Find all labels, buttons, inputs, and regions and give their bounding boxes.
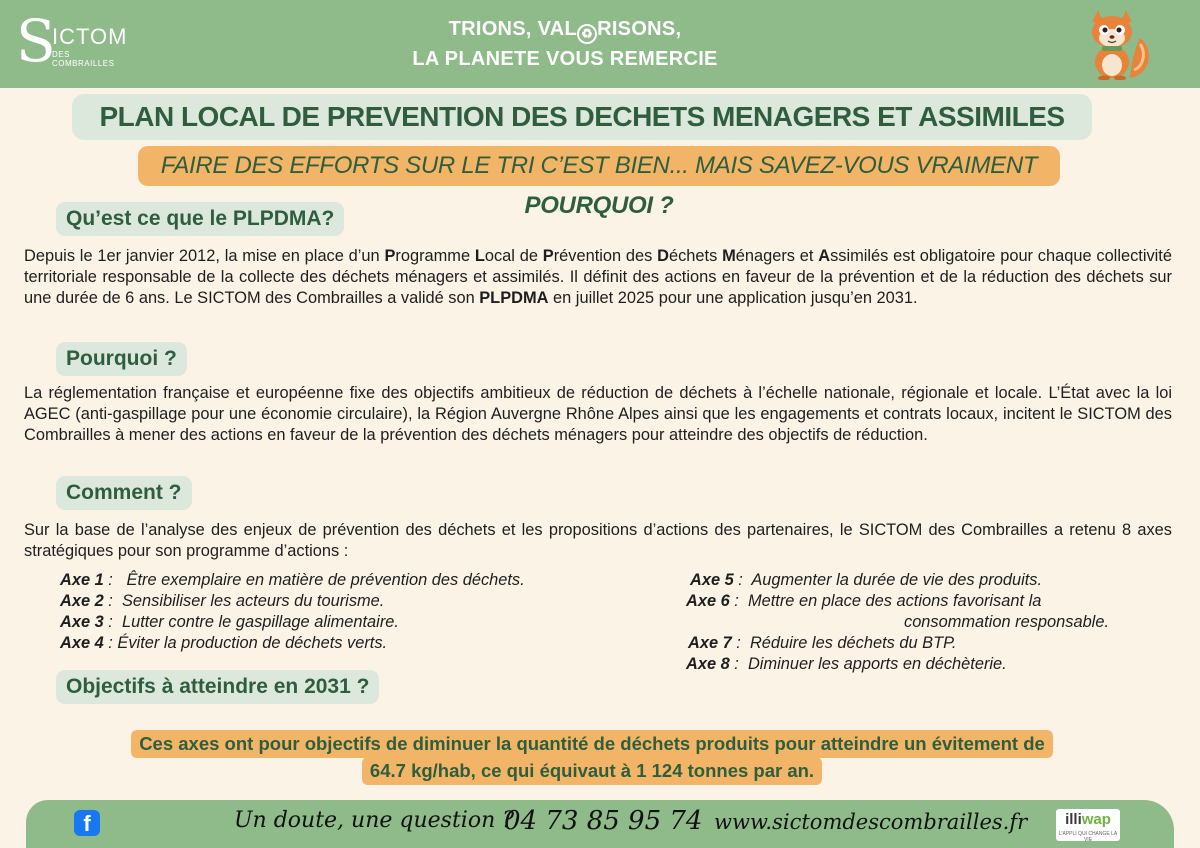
what-text-4: révention des [553,247,658,265]
what-letter-a: A [818,247,831,265]
axe-item [60,633,680,654]
what-letter-p: P [384,247,396,265]
axe-label: Axe 8 [686,655,730,673]
what-text-7: ssimilés est obligatoire pour chaque collectivité territoriale responsable de la collecte des déchets ménagers et assimilés. Il définit des actions en faveur de la prévention et de la réduction des déchets sur une durée de 6 ans. Le SICTOM des Combrailles a validé son [24,247,1172,307]
paragraph-why: La réglementation française et européenne fixe des objectifs ambitieux de réduction de déchets à l’échelle nationale, régionale et locale. L’État avec la loi AGEC (anti-gaspillage pour une économie circulaire), la Région Auvergne Rhône Alpes ainsi que les engagements et contrats locaux, incitent le SICTOM des Combrailles à mener des actions en faveur de la prévention des déchets ménagers pour atteindre des objectifs de réduction. [24,384,1172,444]
axe-item [684,570,1164,591]
axe-sep: : [103,571,127,589]
logo-subtitle: DES COMBRAILLES [52,50,115,68]
section-heading-why [56,342,187,376]
slogan-part-a: TRIONS, VAL [448,18,578,40]
what-text-2: rogramme [395,247,475,265]
axe-label: Axe 2 [60,592,104,610]
heading-what-text: Qu’est ce que le PLPDMA? [66,207,335,230]
conclusion-line-2: 64.7 kg/hab, ce qui équivaut à 1 124 tonnes par an. [362,757,822,785]
logo-name: ICTOM [52,24,128,49]
axes-list-right [684,570,1164,675]
section-heading-what [56,202,344,236]
subtitle-box [138,146,1060,219]
axe-sep: : [103,634,118,652]
axe-label: Axe 1 [60,571,104,589]
slogan-part-b: RISONS, [597,18,682,40]
axe-text: Éviter la production de déchets verts. [117,634,388,652]
axe-sep: : [103,592,122,610]
heading-why-text: Pourquoi ? [66,347,177,370]
what-text-1: Depuis le 1er janvier 2012, la mise en place d’un [24,247,385,265]
axes-list-left [60,570,680,654]
axe-item [684,654,1164,675]
what-letter-l: L [474,247,485,265]
axe-text: Sensibiliser les acteurs du tourisme. [121,592,385,610]
what-letter-m: M [722,247,736,265]
axe-item [684,633,1164,654]
axe-text: Augmenter la durée de vie des produits. [751,571,1043,589]
subtitle-text: FAIRE DES EFFORTS SUR LE TRI C’EST BIEN... MAIS SAVEZ-VOUS VRAIMENT [160,152,1038,179]
what-text-6: énagers et [735,247,819,265]
axe-label: Axe 7 [688,634,732,652]
illiwap-wordmark [1056,809,1120,831]
axe-sep: : [729,592,748,610]
illiwap-part-b: wap [1081,811,1111,828]
illiwap-tagline: L'APPLI QUI CHANGE LA VIE [1058,831,1118,843]
section-heading-goals [56,670,379,704]
header-slogan [330,14,800,74]
paragraph-what [24,246,1172,309]
axe-text: Être exemplaire en matière de prévention des déchets. [126,571,525,589]
axe-sep: : [733,571,752,589]
axe-item [60,570,680,591]
illiwap-logo[interactable] [1056,809,1120,841]
logo-initial: S [16,7,56,75]
axe-item [60,612,680,633]
axe-label: Axe 6 [686,592,730,610]
slogan-line-1 [330,14,800,44]
what-text-3: ocal de [484,247,543,265]
axe-text: Mettre en place des actions favorisant la [747,592,1042,610]
axe-sep: : [729,655,748,673]
footer-phone[interactable]: 04 73 85 95 74 [504,806,703,836]
axe-text-continued: consommation responsable. [904,613,1109,631]
recycle-icon: ♻ [577,24,597,44]
what-letter-d: D [657,247,669,265]
subtitle-emphasis: POURQUOI ? [524,192,674,219]
what-acronym: PLPDMA [479,289,549,307]
axe-sep: : [731,634,750,652]
axe-text: Diminuer les apports en déchèterie. [747,655,1007,673]
axe-label: Axe 5 [690,571,734,589]
facebook-icon[interactable]: f [74,810,100,836]
what-text-5: échets [668,247,723,265]
what-letter-p2: P [542,247,554,265]
main-title-box [72,94,1092,140]
heading-how-text: Comment ? [66,481,182,504]
footer-website-link[interactable]: www.sictomdescombrailles.fr [714,810,1028,834]
axe-text: Réduire les déchets du BTP. [749,634,957,652]
axe-item [684,591,1164,633]
axe-label: Axe 4 [60,634,104,652]
axe-text: Lutter contre le gaspillage alimentaire. [121,613,399,631]
conclusion-line-1: Ces axes ont pour objectifs de diminuer la quantité de déchets produits pour atteindre un évitement de [131,730,1053,758]
footer-question: Un doute, une question ? [234,808,515,833]
squirrel-mascot-icon [1082,8,1152,80]
axe-item [60,591,680,612]
axe-sep: : [103,613,122,631]
section-heading-how [56,476,192,510]
axe-label: Axe 3 [60,613,104,631]
heading-goals-text: Objectifs à atteindre en 2031 ? [66,675,370,698]
main-title: PLAN LOCAL DE PREVENTION DES DECHETS MENAGERS ET ASSIMILES [99,101,1065,132]
what-text-8: en juillet 2025 pour une application jusqu’en 2031. [548,289,918,307]
paragraph-how: Sur la base de l’analyse des enjeux de prévention des déchets et les propositions d’actions des partenaires, le SICTOM des Combrailles a retenu 8 axes stratégiques pour son programme d’actions : [24,521,1172,560]
slogan-line-2: LA PLANETE VOUS REMERCIE [412,48,718,70]
conclusion-box [36,730,1148,786]
sictom-logo [14,6,128,80]
illiwap-part-a: illi [1065,811,1082,828]
